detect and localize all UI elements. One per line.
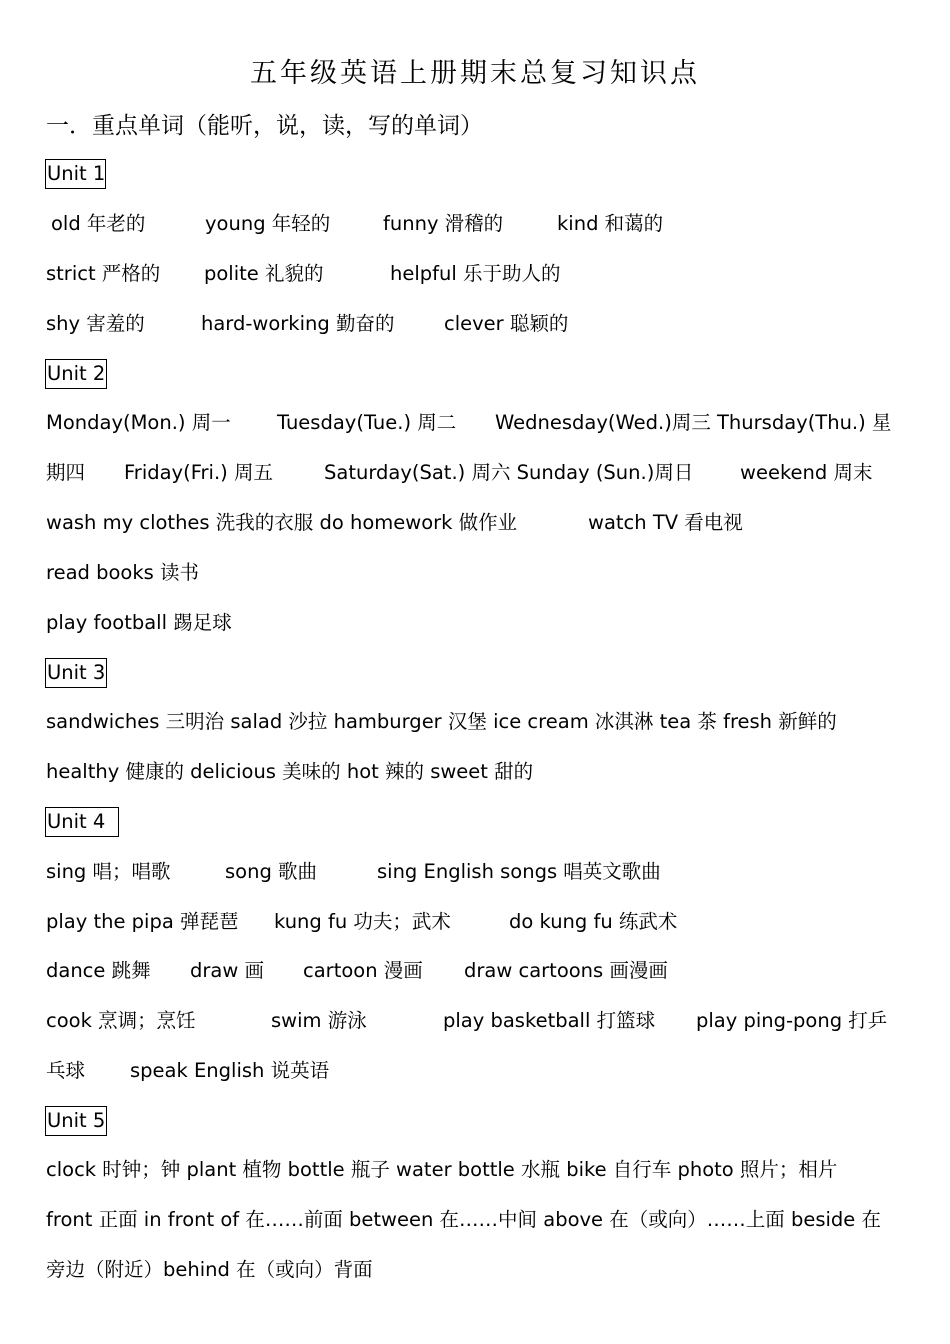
vocab-entry: cartoon 漫画 <box>303 959 423 982</box>
vocab-entry: young 年轻的 <box>205 212 331 235</box>
vocab-entry: play the pipa 弹琵琶 <box>46 910 239 933</box>
vocab-entry: Monday(Mon.) 周一 <box>46 411 231 434</box>
unit-label: Unit 2 <box>45 359 107 389</box>
vocab-entry: cook 烹调；烹饪 <box>46 1009 196 1032</box>
vocab-entry: weekend 周末 <box>740 461 873 484</box>
unit-label: Unit 3 <box>45 658 107 688</box>
vocab-entry: healthy 健康的 delicious 美味的 hot 辣的 sweet 甜的 <box>46 760 534 783</box>
unit-label: Unit 5 <box>45 1106 107 1136</box>
vocab-entry: play basketball 打篮球 <box>443 1009 656 1032</box>
document-title: 五年级英语上册期末总复习知识点 <box>250 58 700 89</box>
vocab-entry: shy 害羞的 <box>46 312 145 335</box>
vocab-entry: do kung fu 练武术 <box>509 910 678 933</box>
vocab-entry: front 正面 in front of 在……前面 between 在……中间 above 在（或向）……上面 beside 在 <box>46 1208 881 1231</box>
vocab-entry: draw cartoons 画漫画 <box>464 959 668 982</box>
vocab-entry: funny 滑稽的 <box>383 212 504 235</box>
vocab-entry: hard-working 勤奋的 <box>201 312 395 335</box>
vocab-entry: kind 和蔼的 <box>557 212 664 235</box>
vocab-entry: 期四 <box>46 461 86 484</box>
vocab-entry: sing 唱；唱歌 <box>46 860 171 883</box>
vocab-entry: dance 跳舞 <box>46 959 151 982</box>
vocab-entry: Tuesday(Tue.) 周二 <box>277 411 457 434</box>
vocab-entry: 旁边（附近）behind 在（或向）背面 <box>46 1258 373 1281</box>
section-heading: 一．重点单词（能听，说，读，写的单词） <box>46 113 483 139</box>
vocab-entry: read books 读书 <box>46 561 200 584</box>
vocab-entry: draw 画 <box>190 959 264 982</box>
vocab-entry: Friday(Fri.) 周五 <box>124 461 273 484</box>
vocab-entry: sandwiches 三明治 salad 沙拉 hamburger 汉堡 ice cream 冰淇淋 tea 茶 fresh 新鲜的 <box>46 710 837 733</box>
unit-label: Unit 1 <box>45 159 106 189</box>
unit-label: Unit 4 <box>45 807 119 837</box>
vocab-entry: polite 礼貌的 <box>204 262 324 285</box>
vocab-entry: play ping-pong 打乒 <box>696 1009 888 1032</box>
vocab-entry: Wednesday(Wed.)周三 Thursday(Thu.) 星 <box>495 411 892 434</box>
vocab-entry: watch TV 看电视 <box>588 511 743 534</box>
vocab-entry: strict 严格的 <box>46 262 161 285</box>
vocab-entry: helpful 乐于助人的 <box>390 262 561 285</box>
vocab-entry: song 歌曲 <box>225 860 318 883</box>
vocab-entry: 乓球 <box>46 1059 86 1082</box>
vocab-entry: Saturday(Sat.) 周六 Sunday (Sun.)周日 <box>324 461 694 484</box>
vocab-entry: wash my clothes 洗我的衣服 do homework 做作业 <box>46 511 518 534</box>
vocab-entry: swim 游泳 <box>271 1009 367 1032</box>
vocab-entry: speak English 说英语 <box>130 1059 330 1082</box>
vocab-entry: sing English songs 唱英文歌曲 <box>377 860 661 883</box>
vocab-entry: play football 踢足球 <box>46 611 232 634</box>
vocab-entry: clock 时钟；钟 plant 植物 bottle 瓶子 water bottle 水瓶 bike 自行车 photo 照片；相片 <box>46 1158 838 1181</box>
vocab-entry: old 年老的 <box>51 212 146 235</box>
vocab-entry: kung fu 功夫；武术 <box>274 910 451 933</box>
vocab-entry: clever 聪颖的 <box>444 312 569 335</box>
